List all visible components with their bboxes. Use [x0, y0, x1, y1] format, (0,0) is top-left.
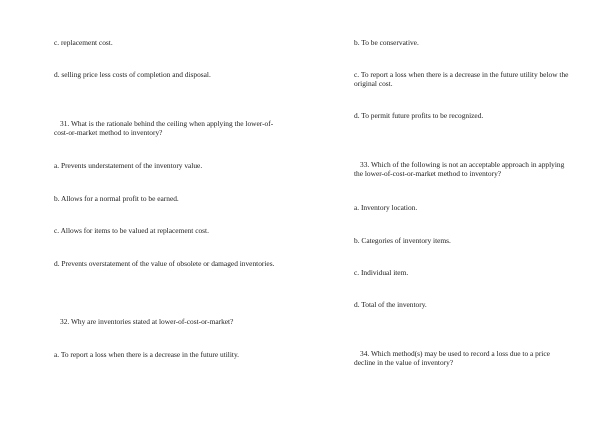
answer-choice: a. Prevents understatement of the inventory value. [54, 161, 203, 170]
answer-choice: c. To report a loss when there is a decrease in the future utility below the original cost. [354, 70, 569, 88]
answer-choice: b. Allows for a normal profit to be earned. [54, 194, 179, 203]
answer-choice: b. Categories of inventory items. [354, 236, 451, 245]
answer-choice: c. Allows for items to be valued at replacement cost. [54, 226, 209, 235]
answer-choice: a. Inventory location. [354, 203, 418, 212]
question-31: 31. What is the rationale behind the ceiling when applying the lower-of-cost-or-market method to inventory? [54, 119, 274, 137]
answer-choice: d. Prevents overstatement of the value of obsolete or damaged inventories. [54, 259, 275, 268]
answer-choice: d. Total of the inventory. [354, 300, 427, 309]
answer-choice: d. To permit future profits to be recognized. [354, 111, 484, 120]
question-34: 34. Which method(s) may be used to record a loss due to a price decline in the value of inventory? [354, 349, 550, 367]
answer-choice: b. To be conservative. [354, 38, 419, 47]
answer-choice: d. selling price less costs of completion and disposal. [54, 70, 211, 79]
answer-choice: c. Individual item. [354, 268, 409, 277]
question-33: 33. Which of the following is not an acceptable approach in applying the lower-of-cost-or-market method to inventory? [354, 160, 565, 178]
question-32: 32. Why are inventories stated at lower-of-cost-or-market? [60, 317, 234, 326]
answer-choice: a. To report a loss when there is a decrease in the future utility. [54, 350, 240, 359]
answer-choice: c. replacement cost. [54, 38, 113, 47]
